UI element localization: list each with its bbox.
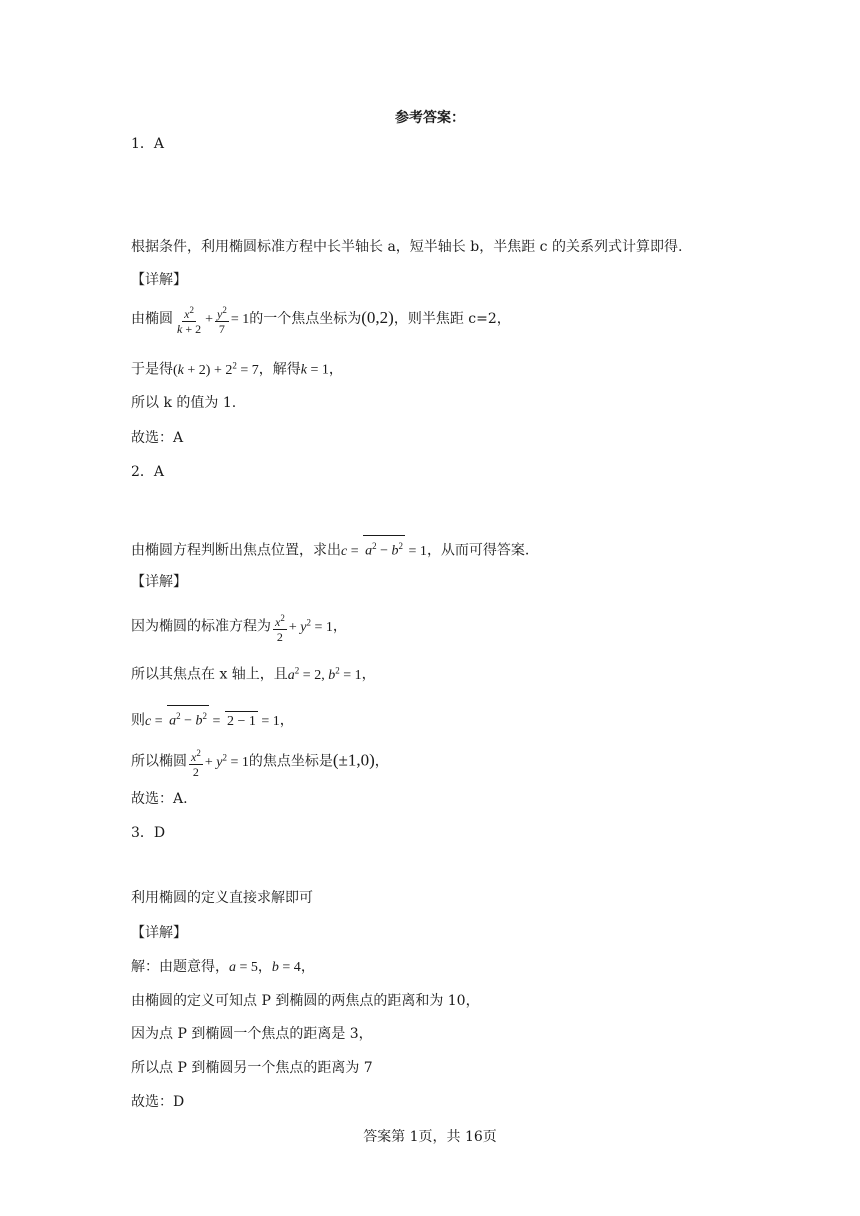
q3-line-1 [131,957,315,978]
q2-c-formula: $c = a^2 - b^2 = 1$ [341,544,427,559]
q2-line-1-pre: 因为椭圆的标准方程为 [131,618,271,635]
q1-header: 1．A [131,136,165,152]
q2-line-2 [131,660,376,686]
q1-analysis: 根据条件，利用椭圆标准方程中长半轴长 a，短半轴长 b，半焦距 c 的关系列式计算即得. [131,239,683,255]
q2-choice: 故选：A. [131,791,188,807]
q1-line-1-mid: 的一个焦点坐标为 [249,311,362,327]
q2-header: 2．A [131,464,165,480]
q2-detail-heading: 【详解】 [131,574,187,590]
q1-choice: 故选：A [131,430,184,446]
q1-line-1-pre: 由椭圆 [131,311,173,327]
q1-line-2 [131,355,343,381]
q2-line-4-mid: 的焦点坐标是 [248,753,333,770]
q1-line-3: 所以 k 的值为 1. [131,395,237,411]
q2-analysis-post: ，从而可得答案. [426,542,530,559]
q1-focus-coord: (0,2) [361,308,394,327]
q2-ab-values: $a^2 = 2$, $b^2 = 1$ [287,665,362,683]
q2-focus-coord: (±1,0) [332,750,375,770]
q3-a-value: a = 5 [229,960,258,975]
q3-line-2: 由椭圆的定义可知点 P 到椭圆的两焦点的距离和为 10， [131,993,480,1009]
page-title: 参考答案： [395,110,465,126]
q3-line-3: 因为点 P 到椭圆一个焦点的距离是 3， [131,1026,373,1042]
page-footer: 答案第 1页，共 16页 [363,1129,497,1145]
q3-header: 3．D [131,825,166,841]
q2-line-4 [131,738,389,782]
q3-detail-heading: 【详解】 [131,925,187,941]
q3-analysis: 利用椭圆的定义直接求解即可 [131,890,313,906]
q2-line-3-post: ， [279,712,294,729]
q1-line-1 [131,299,511,339]
q1-line-2-pre: 于是得 [131,361,173,378]
q2-analysis [131,535,529,562]
q2-line-1 [131,603,347,647]
q2-line-4-pre: 所以椭圆 [131,753,187,770]
q1-k-result: k = 1 [300,362,329,378]
q2-line-1-post: ， [332,618,347,635]
q1-sum-equation: $(k + 2) + 2^2 = 7$ [173,360,259,378]
q2-line-3-pre: 则 [131,712,145,729]
q3-line-4: 所以点 P 到椭圆另一个焦点的距离为 7 [131,1060,373,1076]
q2-equation-2: $\frac{x^2}{2}$ + $y^2 = 1$ [191,747,249,779]
q3-line-1-pre: 解：由题意得， [131,959,229,975]
q2-line-2-pre: 所以其焦点在 x 轴上，且 [131,666,288,683]
q2-c-calc: $c = a^2 - b^2 = 2 - 1 = 1$ [145,714,280,729]
q2-analysis-pre: 由椭圆方程判断出焦点位置，求出 [131,542,341,559]
q1-equation: $\frac{x^2}{k + 2}$ + $\frac{y^2}{7}$ = 1 [177,305,250,337]
q3-b-value: b = 4 [271,960,301,975]
q3-choice: 故选：D [131,1094,185,1110]
q3-line-1-mid: ， [257,959,272,975]
q2-equation: $\frac{x^2}{2}$ + $y^2 = 1$ [275,612,333,644]
q3-line-1-post: ， [300,959,315,975]
q1-detail-heading: 【详解】 [131,272,187,288]
q2-line-2-post: ， [361,666,376,683]
q1-line-1-post: ，则半焦距 c=2， [393,311,511,327]
q1-line-2-post: ， [328,361,343,378]
q2-line-3 [131,705,294,732]
q1-line-2-mid: ，解得 [258,361,301,378]
q2-line-4-post: ， [374,753,389,770]
